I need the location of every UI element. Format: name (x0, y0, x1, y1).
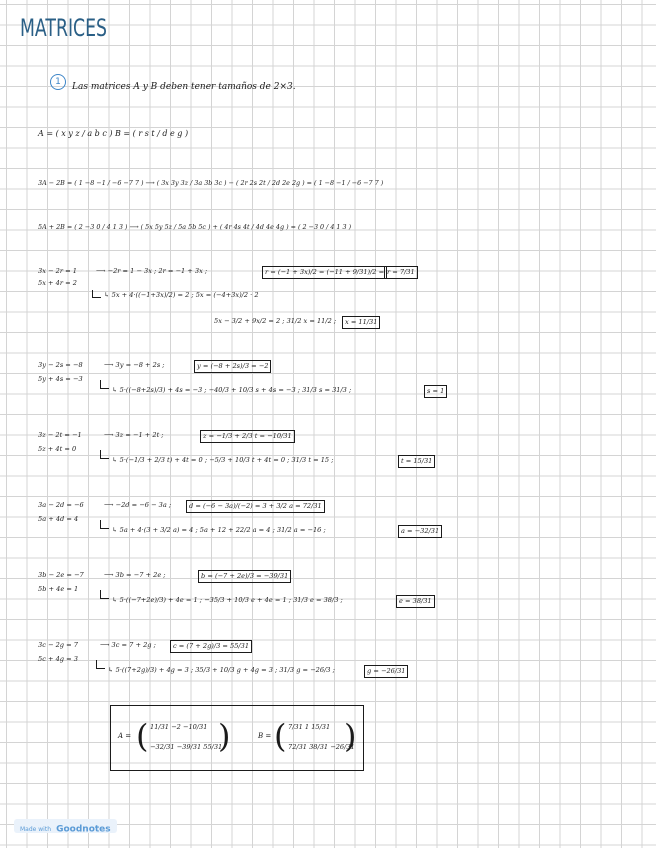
system-4-eq-top: 3a − 2d = −6 (38, 501, 84, 509)
system-3-hook (100, 450, 109, 459)
system-4-result: a = −32/31 (398, 525, 442, 538)
system-3-result: t = 15/31 (398, 455, 435, 468)
system-5-eq-bottom: 5b + 4e = 1 (38, 585, 79, 593)
system-1-line-1: ⟶ −2r = 1 − 3x ; 2r = −1 + 3x ; (96, 267, 208, 275)
system-1-line-5: x = 11/31 (342, 316, 380, 329)
system-3-line-2: z = −1/3 + 2/3 t = −10/31 (200, 430, 295, 443)
system-6-result: g = −26/31 (364, 665, 408, 678)
system-4-line-3: ↳ 5a + 4·(3 + 3/2 a) = 4 ; 5a + 12 + 22/2 a = 4 ; 31/2 a = −16 ; (112, 526, 326, 534)
goodnotes-watermark[interactable] (14, 819, 117, 833)
system-2-result: s = 1 (424, 385, 447, 398)
final-a-row-1: 11/31 −2 −10/31 (150, 723, 208, 731)
system-5-eq-top: 3b − 2e = −7 (38, 571, 84, 579)
equation-5a-plus-2b: 5A + 2B = ( 2 −3 0 / 4 1 3 ) ⟶ ( 5x 5y 5z / 5a 5b 5c ) + ( 4r 4s 4t / 4d 4e 4g ) = ( 2 −3 0 / 4 1 3 ) (38, 223, 352, 231)
system-6-line-1: ⟶ 3c = 7 + 2g ; (100, 641, 156, 649)
watermark-made-with: Made with (20, 826, 51, 833)
final-b-row-2: 72/31 38/31 −26/31 (288, 743, 355, 751)
system-2-eq-bottom: 5y + 4s = −3 (38, 375, 83, 383)
final-b-label: B = (258, 732, 272, 740)
system-3-eq-bottom: 5z + 4t = 0 (38, 445, 77, 453)
final-b-row-1: 7/31 1 15/31 (288, 723, 331, 731)
final-a-left-paren: ( (136, 717, 149, 755)
final-a-right-paren: ) (218, 717, 231, 755)
system-5-line-3: ↳ 5·((−7+2e)/3) + 4e = 1 ; −35/3 + 10/3 e + 4e = 1 ; 31/3 e = 38/3 ; (112, 596, 343, 604)
system-6-line-3: ↳ 5·((7+2g)/3) + 4g = 3 ; 35/3 + 10/3 g + 4g = 3 ; 31/3 g = −26/3 ; (108, 666, 335, 674)
system-2-hook (100, 380, 109, 389)
system-5-line-1: ⟶ 3b = −7 + 2e ; (104, 571, 166, 579)
final-a-label: A = (118, 732, 132, 740)
system-2-line-2: y = (−8 + 2s)/3 = −2 (194, 360, 271, 373)
final-b-right-paren: ) (344, 717, 357, 755)
system-5-hook (100, 590, 109, 599)
system-4-hook (100, 520, 109, 529)
matrix-definitions: A = ( x y z / a b c ) B = ( r s t / d e g ) (38, 129, 189, 138)
system-1-line-4: 5x − 3/2 + 9x/2 = 2 ; 31/2 x = 11/2 ; (214, 317, 337, 325)
system-6-hook (96, 660, 105, 669)
system-3-eq-top: 3z − 2t = −1 (38, 431, 82, 439)
system-6-eq-bottom: 5c + 4g = 3 (38, 655, 78, 663)
system-3-line-1: ⟶ 3z = −1 + 2t ; (104, 431, 164, 439)
final-a-row-2: −32/31 −39/31 55/31 (150, 743, 223, 751)
problem-statement: Las matrices A y B deben tener tamaños de 2×3. (72, 82, 296, 92)
system-1-line-2: r = (−1 + 3x)/2 = (−11 + 9/31)/2 = (262, 266, 387, 279)
system-6-line-2: c = (7 + 2g)/3 = 55/31 (170, 640, 252, 653)
equation-3a-minus-2b: 3A − 2B = ( 1 −8 −1 / −6 −7 7 ) ⟶ ( 3x 3y 3z / 3a 3b 3c ) − ( 2r 2s 2t / 2d 2e 2g ) = ( 1 −8 −1 / −6 −7 7 ) (38, 179, 384, 187)
system-1-eq-top: 3x − 2r = 1 (38, 267, 77, 275)
system-6-eq-top: 3c − 2g = 7 (38, 641, 78, 649)
system-4-line-1: ⟶ −2d = −6 − 3a ; (104, 501, 172, 509)
system-4-eq-bottom: 5a + 4d = 4 (38, 515, 79, 523)
system-1-eq-bottom: 5x + 4r = 2 (38, 279, 77, 287)
system-5-line-2: b = (−7 + 2e)/3 = −39/31 (198, 570, 291, 583)
final-b-left-paren: ( (274, 717, 287, 755)
system-2-line-1: ⟶ 3y = −8 + 2s ; (104, 361, 165, 369)
system-1-hook (92, 290, 101, 298)
system-2-eq-top: 3y − 2s = −8 (38, 361, 83, 369)
system-1-result: r = 7/31 (384, 266, 418, 279)
problem-number-badge: 1 (50, 74, 66, 90)
system-4-line-2: d = (−6 − 3a)/(−2) = 3 + 3/2 a = 72/31 (186, 500, 325, 513)
system-5-result: e = 38/31 (396, 595, 435, 608)
system-3-line-3: ↳ 5·(−1/3 + 2/3 t) + 4t = 0 ; −5/3 + 10/3 t + 4t = 0 ; 31/3 t = 15 ; (112, 456, 334, 464)
system-1-line-3: ↳ 5x + 4·((−1+3x)/2) = 2 ; 5x = (−4+3x)/2 · 2 (104, 291, 259, 299)
system-2-line-3: ↳ 5·((−8+2s)/3) + 4s = −3 ; −40/3 + 10/3 s + 4s = −3 ; 31/3 s = 31/3 ; (112, 386, 352, 394)
page-title: MATRICES (20, 14, 108, 42)
watermark-brand: Goodnotes (56, 824, 111, 835)
